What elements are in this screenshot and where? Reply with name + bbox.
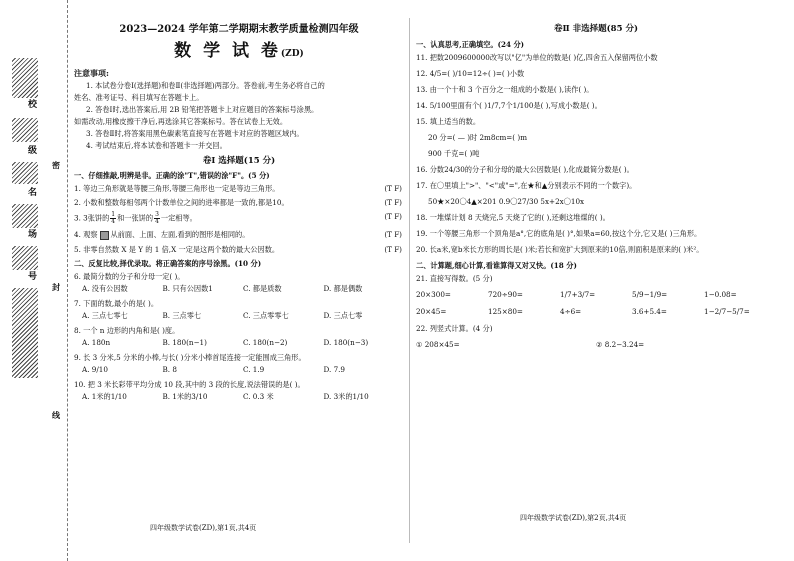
fill-question: 16. 分数24/30的分子和分母的最大公因数是( ),化成最简分数是( )。 — [416, 164, 634, 174]
fill-subitem: 20 分=( — )时 2m8cm=( )m — [428, 132, 528, 142]
oral-calc-item: 20×45= — [416, 306, 447, 316]
oral-calc-item: 1/7+3/7= — [560, 289, 596, 299]
mc-option[interactable]: A. 三点七零七 — [82, 310, 128, 320]
tf-option[interactable]: (T F) — [384, 230, 402, 240]
fill-question: 20. 长a米,宽b米长方形的周长是( )米;若长和宽扩大到原来的10倍,则面积是原来的( )米²。 — [416, 244, 704, 254]
mc-question: 7. 下面的数,最小的是( )。 — [74, 298, 159, 308]
side-label-school: 校 — [28, 100, 38, 110]
section-2-title: 二、反复比较,择优录取。将正确答案的序号涂黑。(10 分) — [74, 258, 262, 268]
fill-question: 18. 一堆煤计划 8 天烧完,5 天烧了它的( ),还剩这堆煤的( )。 — [416, 212, 610, 222]
mc-question: 8. 一个 n 边形的内角和是( )度。 — [74, 325, 180, 335]
mc-options — [74, 311, 404, 320]
tf-option[interactable]: (T F) — [384, 198, 402, 208]
oral-calc-item: 720÷90= — [488, 289, 523, 299]
notice-line: 姓名、准考证号、科目填写在答题卡上。 — [74, 92, 204, 102]
binding-strip — [0, 0, 68, 561]
mc-option[interactable]: A. 9/10 — [82, 364, 108, 374]
tf-question: 3. 3张饼的 $\frac{1}{4}$ 和一张饼的 $\frac{3}{4}$ 一定相等。 (T F) — [74, 211, 402, 226]
mc-option[interactable]: A. 180n — [82, 337, 111, 347]
notice-line: 如需改动,用橡皮擦干净后,再选涂其它答案标号。答在试卷上无效。 — [74, 116, 288, 126]
side-label-class: 级 — [28, 146, 38, 156]
mc-option[interactable]: B. 1米的3/10 — [162, 391, 208, 401]
page-divider — [409, 18, 410, 543]
oral-calc-item: 4÷6= — [560, 306, 582, 316]
tf-option[interactable]: (T F) — [384, 212, 402, 222]
fill-question: 19. 一个等腰三角形一个顶角是a°,它的底角是( )°,如果a=60,按这个分,它又是( )三角形。 — [416, 228, 702, 238]
tf-option[interactable]: (T F) — [384, 244, 402, 254]
hatch-decoration — [12, 246, 38, 270]
page-2 — [416, 24, 776, 357]
side-label-name: 名 — [28, 188, 38, 198]
mc-option[interactable]: A. 没有公因数 — [82, 283, 128, 293]
mc-option[interactable]: C. 1.9 — [243, 364, 265, 374]
mc-option[interactable]: D. 三点七零 — [323, 310, 363, 320]
notice-line: 1. 本试卷分卷Ⅰ(选择题)和卷Ⅱ(非选择题)两部分。答卷前,考生务必将自己的 — [86, 80, 325, 90]
oral-calc-item: 1−0.08= — [704, 289, 737, 299]
mc-option[interactable]: C. 0.3 米 — [243, 391, 274, 401]
tf-question: 4. 观察 从前面、上面、左面,看到的图形是相同的。 (T F) — [74, 230, 402, 240]
mc-question: 6. 最简分数的分子和分母一定( )。 — [74, 271, 185, 281]
fill-question: 14. 5/100里面有个( )1/7,7个1/100是( ),写成小数是( )。 — [416, 100, 602, 110]
cube-figure-icon — [100, 231, 109, 240]
seal-feng: 封 — [52, 282, 60, 292]
mc-option[interactable]: D. 7.9 — [323, 364, 346, 374]
seal-xian: 线 — [52, 410, 60, 420]
calc-question: 22. 列竖式计算。(4 分) — [416, 323, 493, 333]
mc-options — [74, 365, 404, 374]
volume-2-title: 卷Ⅱ 非选择题(85 分) — [554, 24, 638, 34]
calc-question: 21. 直接写得数。(5 分) — [416, 273, 493, 283]
fill-question: 17. 在〇里填上">"、"<"或"=",在★和▲分别表示不同的一个数字)。 — [416, 180, 637, 190]
mc-question: 9. 长 3 分米,5 分米的小棒,与长( )分米小棒首尾连接一定能围成三角形。 — [74, 352, 306, 362]
tf-option[interactable]: (T F) — [384, 184, 402, 194]
mc-option[interactable]: D. 180(n−3) — [323, 337, 369, 347]
tf-question: 2. 小数和整数每相邻两个计数单位之间的进率都是一致的,都是10。 (T F) — [74, 198, 402, 208]
page-2-footer: 四年级数学试卷(ZD),第2页,共4页 — [520, 514, 627, 522]
mc-options — [74, 284, 404, 293]
page-1 — [74, 24, 404, 407]
fill-subitem: 900 千克=( )吨 — [428, 148, 480, 158]
hatch-decoration — [12, 118, 38, 142]
mc-question: 10. 把 3 米长彩带平均分成 10 段,其中的 3 段的长度,说法错误的是( )。 — [74, 379, 305, 389]
fill-question: 13. 由一个十和 3 个百分之一组成的小数是( ),读作( )。 — [416, 84, 594, 94]
mc-option[interactable]: B. 只有公因数1 — [162, 283, 213, 293]
mc-option[interactable]: B. 8 — [162, 364, 177, 374]
exam-title: 数 学 试 卷(ZD) — [174, 40, 304, 61]
page-1-footer: 四年级数学试卷(ZD),第1页,共4页 — [150, 524, 257, 532]
hatch-decoration — [12, 58, 38, 98]
mc-option[interactable]: D. 3米的1/10 — [323, 391, 369, 401]
section-4-title: 二、计算题,细心计算,看谁算得又对又快。(18 分) — [416, 260, 577, 270]
exam-header: 2023—2024 学年第二学期期末教学质量检测四年级 — [119, 24, 359, 35]
mc-options — [74, 338, 404, 347]
vertical-calc-row — [416, 340, 776, 349]
hatch-decoration — [12, 288, 38, 378]
mc-option[interactable]: D. 都是偶数 — [323, 283, 363, 293]
section-3-title: 一、认真思考,正确填空。(24 分) — [416, 39, 525, 49]
oral-calc-row — [416, 307, 776, 316]
tf-question: 1. 等边三角形就是等腰三角形,等腰三角形也一定是等边三角形。 (T F) — [74, 184, 402, 194]
oral-calc-item: 5/9−1/9= — [632, 289, 668, 299]
oral-calc-item: 3.6+5.4= — [632, 306, 667, 316]
mc-option[interactable]: A. 1米的1/10 — [82, 391, 127, 401]
notice-line: 3. 答卷Ⅱ时,将答案用黑色碳素笔直接写在答题卡对应的答题区域内。 — [86, 128, 304, 138]
notice-line: 2. 答卷Ⅰ时,选出答案后,用 2B 铅笔把答题卡上对应题目的答案标号涂黑。 — [86, 104, 319, 114]
oral-calc-row — [416, 290, 776, 299]
hatch-decoration — [12, 204, 38, 228]
vertical-calc-item: ② 8.2−3.24= — [596, 339, 645, 349]
mc-option[interactable]: B. 三点零七 — [162, 310, 202, 320]
oral-calc-item: 1−2/7−5/7= — [704, 306, 750, 316]
fill-question: 15. 填上适当的数。 — [416, 116, 481, 126]
hatch-decoration — [12, 162, 38, 184]
mc-option[interactable]: C. 都是质数 — [243, 283, 282, 293]
vertical-calc-item: ① 208×45= — [416, 339, 460, 349]
compare-items: 50★×20〇4▲×201 0.9〇27/30 5x+2x〇10x — [428, 196, 585, 206]
mc-options — [74, 392, 404, 401]
section-1-title: 一、仔细推敲,明辨是非。正确的涂"T",错误的涂"F"。(5 分) — [74, 171, 270, 181]
fill-question: 11. 把数2009600000改写以"亿"为单位的数是( )亿,四舍五入保留两位小数 — [416, 52, 658, 62]
tf-question: 5. 非零自然数 X 是 Y 的 1 倍,X 一定是这两个数的最大公因数。 (T F) — [74, 244, 402, 254]
mc-option[interactable]: B. 180(n−1) — [162, 337, 207, 347]
notice-line: 4. 考试结束后,将本试卷和答题卡一并交回。 — [86, 140, 227, 150]
mc-option[interactable]: C. 180(n−2) — [243, 337, 288, 347]
fill-question: 12. 4/5=( )/10=12÷( )=( )小数 — [416, 68, 525, 78]
notice-title: 注意事项: — [74, 67, 109, 78]
oral-calc-item: 20×300= — [416, 289, 451, 299]
side-label-number: 号 — [28, 272, 38, 282]
oral-calc-item: 125×80= — [488, 306, 523, 316]
mc-option[interactable]: C. 三点零零七 — [243, 310, 289, 320]
seal-mi: 密 — [52, 160, 60, 170]
volume-1-title: 卷Ⅰ 选择题(15 分) — [202, 155, 276, 166]
side-label-room: 场 — [28, 230, 38, 240]
